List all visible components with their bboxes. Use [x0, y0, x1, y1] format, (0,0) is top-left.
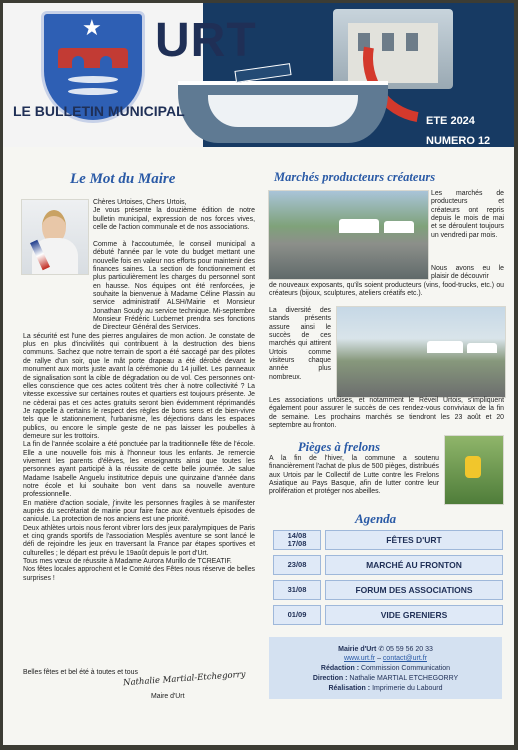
- marches-text-full: de nouveaux exposants, qu'ils soient producteurs (vins, food-trucks, etc.) ou créateurs (bijoux, sculptures, ateliers créatifs etc.).: [269, 282, 504, 298]
- intro-paragraph: Je vous présente la douzième édition de notre bulletin municipal, expression de nos forces vives, celle de l'action communale et de nos associations.: [93, 207, 255, 232]
- realisation-value: Imprimerie du Labourd: [372, 685, 443, 692]
- market-tent: [427, 341, 463, 353]
- marches-text-full-2: Les associations urtoises, et notamment le Réveil Urtois, s'impliquent également pour assurer le succès de ces rendez-vous conviviaux de la fin de semaine. Les prochains marchés se tiendront les 23 août et 20 septembre au fronton.: [269, 397, 504, 430]
- separator: –: [377, 655, 383, 662]
- contact-web-line: [269, 655, 502, 662]
- marches-heading: Marchés producteurs créateurs: [274, 170, 436, 184]
- direction-line: [269, 675, 502, 682]
- social-paragraph: En matière d'action sociale, j'invite les personnes fragiles à se manifester auprès du secrétariat de mairie pour faire face aux éventuels épisodes de canicule. La protection de nos anciens est une priorité.: [23, 499, 255, 524]
- agenda-item: [273, 530, 503, 550]
- agenda-item: [273, 605, 503, 625]
- direction-label: Direction :: [312, 675, 348, 682]
- agenda-date: 23/08: [273, 555, 321, 575]
- greeting: Chères Urtoises, Chers Urtois,: [93, 199, 187, 206]
- frelons-text: A la fin de l'hiver, la commune a soutenu financièrement l'achat de plus de 500 pièges, distribués aux Urtois par le Collectif de Lutte contre les Frelons Asiatique au Pays Basque, afin de lutter contre leur prolifération et protéger nos abeilles.: [269, 455, 439, 496]
- bulletin-page: [3, 3, 514, 745]
- budget-paragraph: Comme à l'accoutumée, le conseil municipal a débuté l'année par le vote du budget mettant une nouvelle fois en valeur nos efforts pour maintenir des finances saines. La section de fonctionnement et plus particulièrement les charges du personnel sont en hausse. Nos équipes ont été renforcées, je souhaite la bienvenue à Madame Céline Plassin au service administratif ALSH/Mairie et Monsieur Jonathan Soudy au service technique. Mi-septembre Monsieur Frédéric Lucbernet prendra ses fonctions de Directeur Général des Services.: [93, 241, 255, 332]
- star-icon: ★: [82, 16, 102, 41]
- hornet-trap: [465, 456, 481, 478]
- agenda-event: FORUM DES ASSOCIATIONS: [325, 580, 503, 600]
- marches-text-left: La diversité des stands présents assure ainsi le succès de ces marchés qui attirent Urtois comme visiteurs chaque année plus nombreux.: [269, 307, 331, 381]
- masthead-subtitle: LE BULLETIN MUNICIPAL: [13, 103, 185, 119]
- sport-paragraph: Deux athlètes urtois nous feront vibrer lors des jeux paralympiques de Paris et cinq grands sportifs de l'association Mesplès aventure se sont lancé le défi de rejoindre les jeux en traversant la France par étapes sportives et culturelles ; le départ est prévu le 19août depuis le port d'Urt.: [23, 524, 255, 557]
- issue-number: NUMERO 12: [426, 135, 491, 147]
- agenda-heading: Agenda: [355, 511, 397, 526]
- agenda-date: 31/08: [273, 580, 321, 600]
- contact-mairie-line: [269, 645, 502, 653]
- agenda-date-start: 14/08: [287, 531, 307, 540]
- direction-value: Nathalie MARTIAL ETCHEGORRY: [349, 675, 459, 682]
- masthead-title: URT: [155, 14, 257, 67]
- marches-text-right-2: Nous avons eu le plaisir de découvrir: [431, 265, 504, 281]
- market-photo-2: [336, 306, 506, 398]
- hornet-trap-photo: [444, 435, 504, 505]
- header-banner: [3, 3, 514, 147]
- mairie-phone: 05 59 56 20 33: [386, 646, 433, 653]
- mayor-body-text: [23, 241, 255, 583]
- contact-box: [269, 637, 502, 699]
- mayor-signature: Nathalie Martial-Etchegorry: [122, 669, 246, 689]
- agenda-event: FÊTES D'URT: [325, 530, 503, 550]
- marches-text-right: Les marchés de producteurs et créateurs ont repris depuis le mois de mai et se déroulent toujours un vendredi par mois.: [431, 190, 504, 239]
- fish-emblem: [68, 76, 118, 83]
- realisation-label: Réalisation :: [328, 685, 371, 692]
- wishes-paragraph: Tous mes vœux de réussite à Madame Aurora Murillo de TCREATIF.: [23, 558, 232, 566]
- security-paragraph: La sécurité est l'une des pierres angulaires de mon action. Je constate de plus en plus d'incivilités qui contribuent à la destruction des biens communs. Sachez que notre terrain de sport a été saccagé par des pilotes de rallye d'un soir, que le mât porte drapeau a été dérobé devant le monument aux morts juste avant la cérémonie du 14 juillet. Les panneaux de signalisation sont la cible de dégradation ou de vol. Ces personnes ont-elles conscience que ces actes coûtent très cher à notre collectivité ? La vitesse excessive sur certaines routes et quartiers est toujours présente. Je ne cèderai pas et ces actes gratuits seront bien évidemment réprimandés Je rappelle à certains le respect des règles de bons sens et de bien-vivre tels que le stationnement, l'urbanisme, les déjections dans les espaces publics, ou encore le simple geste de ne pas laisser les poubelles à demeure sur les trottoirs.: [23, 332, 255, 440]
- agenda-event: MARCHÉ AU FRONTON: [325, 555, 503, 575]
- mot-du-maire-heading: Le Mot du Maire: [70, 171, 176, 187]
- redaction-label: Rédaction :: [320, 665, 360, 672]
- frelons-heading: Pièges à frelons: [298, 440, 380, 454]
- mairie-name: Mairie d'Urt: [338, 646, 377, 653]
- school-paragraph: La fin de l'année scolaire a été ponctuée par la traditionnelle fête de l'école. Elle a une nouvelle fois mis à l'honneur tous les enfants. Je remercie vivement les parents d'élèves, les enseignants ainsi que toutes les personnes ayant participé à la réussite de cette belle journée. Je salue Madame Isabelle Anguelu institutrice depuis une quinzaine d'année dans notre école et lui souhaite bon vent dans sa nouvelle aventure professionnelle.: [23, 441, 255, 499]
- redaction-value: Commission Communication: [360, 665, 451, 672]
- bridge-emblem: [58, 48, 128, 68]
- market-tent: [339, 219, 379, 233]
- agenda-item: [273, 555, 503, 575]
- mayor-title: Maire d'Urt: [151, 693, 185, 700]
- agenda-date: 01/09: [273, 605, 321, 625]
- agenda-date: [273, 530, 321, 550]
- realisation-line: [269, 685, 502, 692]
- market-tent: [467, 343, 497, 353]
- boat-planter-interior: [208, 95, 358, 127]
- fetes-paragraph: Nos fêtes locales approchent et le Comité des Fêtes nous réserve de belles surprises !: [23, 566, 255, 582]
- website-link[interactable]: www.urt.fr: [344, 655, 376, 662]
- agenda-item: [273, 580, 503, 600]
- closing-line: Belles fêtes et bel été à toutes et tous: [23, 669, 138, 676]
- mayor-intro-text: [93, 199, 255, 232]
- phone-icon: ✆: [378, 646, 387, 653]
- edition-label: ETE 2024: [426, 115, 475, 127]
- email-link[interactable]: contact@urt.fr: [382, 655, 427, 662]
- fish-emblem: [68, 88, 118, 95]
- redaction-line: [269, 665, 502, 672]
- market-tent: [384, 221, 414, 233]
- market-photo-1: [268, 190, 429, 280]
- agenda-date-end: 17/08: [287, 539, 307, 548]
- agenda-event: VIDE GRENIERS: [325, 605, 503, 625]
